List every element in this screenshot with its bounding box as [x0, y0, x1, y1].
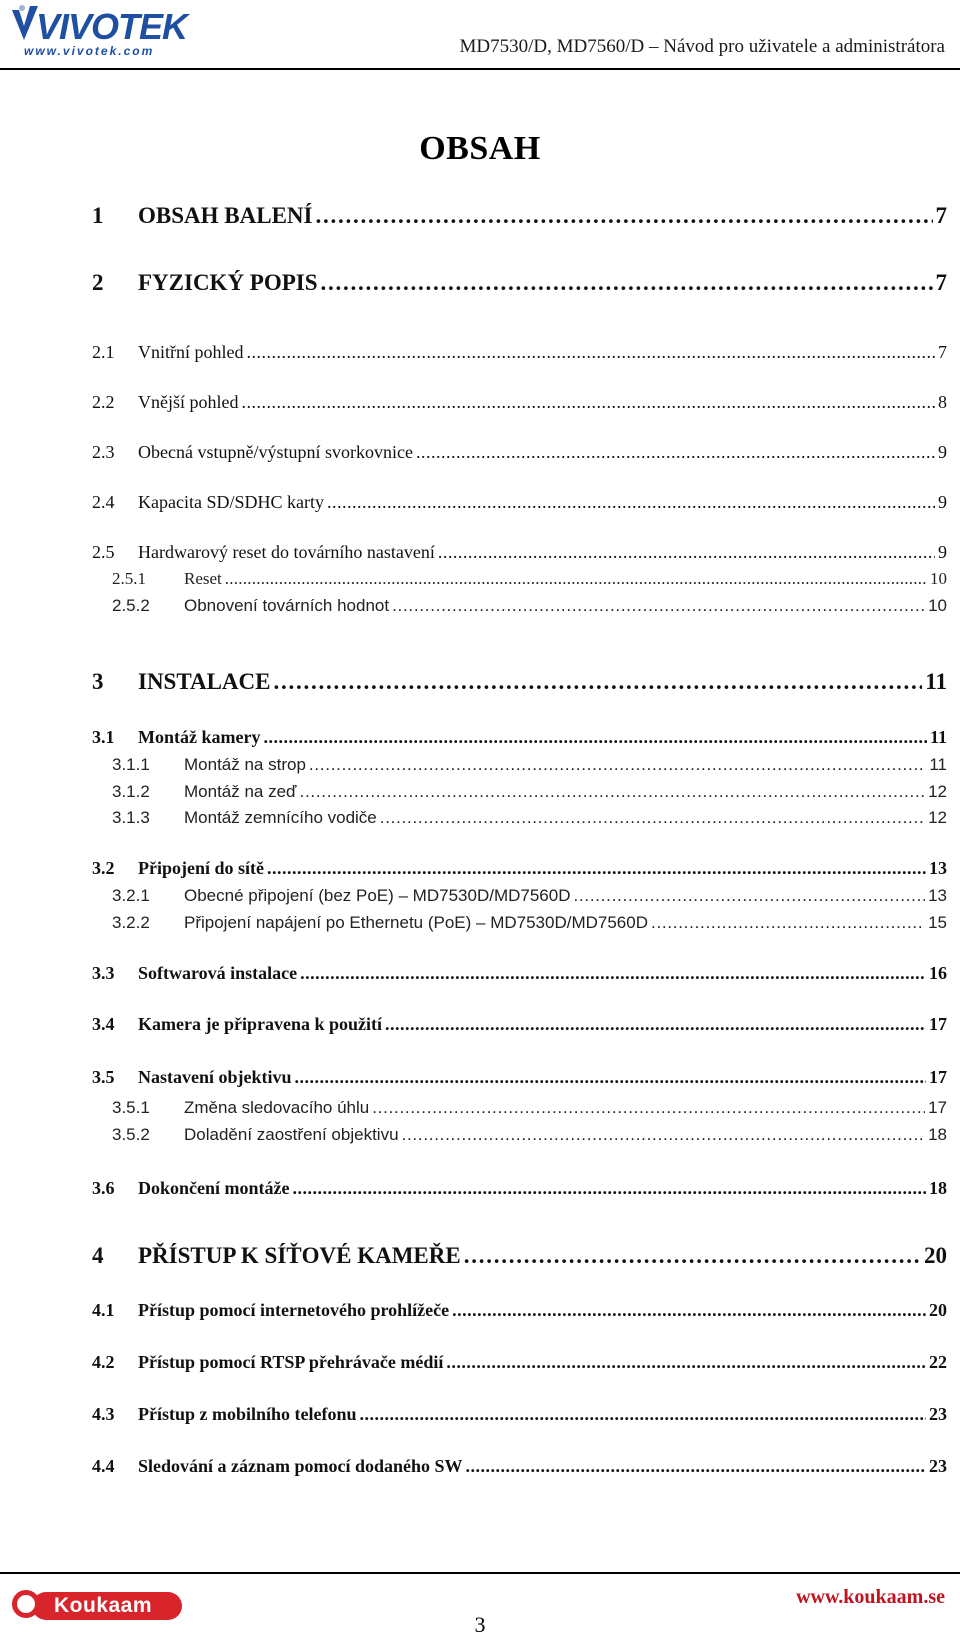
toc-number: 3.1.3 — [112, 808, 150, 827]
toc-number: 3.4 — [92, 1014, 115, 1034]
toc-number: 2.4 — [92, 492, 115, 512]
dot-leader — [380, 808, 925, 828]
toc-title: Hardwarový reset do továrního nastavení — [138, 542, 435, 562]
toc-title: Přístup pomocí internetového prohlížeče — [138, 1300, 450, 1320]
toc-title: INSTALACE — [138, 669, 271, 694]
toc-title: Vnitřní pohled — [138, 342, 244, 362]
toc-title: Připojení napájení po Ethernetu (PoE) – MD7530D/MD7560D — [184, 913, 648, 932]
toc-entry[interactable] — [92, 1098, 947, 1118]
toc-title: Vnější pohled — [138, 392, 239, 412]
dot-leader — [263, 727, 927, 748]
toc-entry[interactable] — [92, 755, 947, 775]
toc-title: Změna sledovacího úhlu — [184, 1098, 370, 1117]
dot-leader — [300, 963, 926, 984]
footer-divider — [0, 1572, 960, 1574]
toc-number: 3.2.2 — [112, 913, 150, 932]
toc-title: Přístup pomocí RTSP přehrávače médií — [138, 1352, 444, 1372]
toc-page: 7 — [935, 203, 947, 228]
toc-page: 12 — [928, 782, 947, 801]
toc-entry[interactable] — [92, 342, 947, 363]
dot-leader — [327, 492, 935, 513]
dot-leader — [300, 782, 926, 802]
dot-leader — [321, 270, 933, 296]
toc-page: 17 — [929, 1014, 947, 1034]
toc-title: Doladění zaostření objektivu — [184, 1125, 399, 1144]
toc-page: 11 — [929, 727, 947, 747]
dot-leader — [360, 1404, 926, 1425]
toc-entry[interactable] — [92, 442, 947, 463]
toc-number: 4.1 — [92, 1300, 115, 1320]
toc-number: 3.1.2 — [112, 782, 150, 801]
toc-number: 1 — [92, 203, 104, 228]
toc-number: 4.2 — [92, 1352, 115, 1372]
toc-page: 9 — [938, 492, 947, 512]
vivotek-logo — [10, 4, 188, 62]
toc-page: 17 — [928, 1098, 947, 1117]
toc-entry[interactable] — [92, 1125, 947, 1145]
dot-leader — [446, 1352, 926, 1373]
toc-number: 3.5.1 — [112, 1098, 150, 1117]
toc-entry[interactable] — [92, 270, 947, 296]
toc-number: 2.2 — [92, 392, 115, 412]
page-title: OBSAH — [419, 130, 541, 167]
logo-wordmark: Koukaam — [54, 1594, 153, 1617]
toc-page: 10 — [930, 569, 947, 588]
toc-number: 4.3 — [92, 1404, 115, 1424]
toc-page: 18 — [929, 1178, 947, 1198]
toc-entry[interactable] — [92, 1243, 947, 1269]
dot-leader — [267, 858, 926, 879]
dot-leader — [242, 392, 936, 413]
toc-entry[interactable] — [92, 542, 947, 563]
toc-entry[interactable] — [92, 1014, 947, 1035]
toc-title: Obecná vstupně/výstupní svorkovnice — [138, 442, 413, 462]
toc-entry[interactable] — [92, 492, 947, 513]
toc-entry[interactable] — [92, 886, 947, 906]
toc-entry[interactable] — [92, 1178, 947, 1199]
dot-leader — [309, 755, 926, 775]
toc-page: 12 — [928, 808, 947, 827]
toc-page: 22 — [929, 1352, 947, 1372]
toc-title: Obnovení továrních hodnot — [184, 596, 390, 615]
toc-number: 3.1.1 — [112, 755, 150, 774]
dot-leader — [464, 1243, 921, 1269]
toc-page: 11 — [925, 669, 947, 694]
toc-entry[interactable] — [92, 858, 947, 879]
toc-page: 16 — [929, 963, 947, 983]
toc-number: 3 — [92, 669, 104, 694]
page-header — [0, 0, 960, 70]
toc-entry[interactable] — [92, 727, 947, 748]
toc-title: PŘÍSTUP K SÍŤOVÉ KAMEŘE — [138, 1243, 461, 1268]
toc-number: 2.1 — [92, 342, 115, 362]
dot-leader — [402, 1125, 926, 1145]
dot-leader — [295, 1067, 926, 1088]
toc-number: 3.5.2 — [112, 1125, 150, 1144]
toc-number: 2.5.2 — [112, 596, 150, 615]
toc-entry[interactable] — [92, 1352, 947, 1373]
toc-page: 11 — [929, 755, 947, 774]
dot-leader — [392, 596, 925, 616]
toc-title: Kapacita SD/SDHC karty — [138, 492, 324, 512]
dot-leader — [651, 913, 925, 933]
header-divider — [0, 68, 960, 70]
toc-number: 3.6 — [92, 1178, 115, 1198]
toc-number: 3.3 — [92, 963, 115, 983]
dot-leader — [466, 1456, 926, 1477]
dot-leader — [573, 886, 925, 906]
toc-title: Montáž zemnícího vodiče — [184, 808, 377, 827]
toc-entry[interactable] — [92, 963, 947, 984]
toc-number: 2.5.1 — [112, 569, 146, 588]
toc-page: 23 — [929, 1456, 947, 1476]
toc-page: 13 — [928, 886, 947, 905]
toc-title: Montáž kamery — [138, 727, 261, 747]
toc-page: 8 — [938, 392, 947, 412]
dot-leader — [372, 1098, 925, 1118]
toc-page: 7 — [935, 270, 947, 295]
dot-leader — [416, 442, 935, 463]
toc-title: Připojení do sítě — [138, 858, 264, 878]
toc-page: 20 — [929, 1300, 947, 1320]
toc-page: 17 — [929, 1067, 947, 1087]
dot-leader — [293, 1178, 927, 1199]
toc-page: 23 — [929, 1404, 947, 1424]
logo-wordmark: VIVOTEK — [36, 6, 188, 47]
toc-entry[interactable] — [92, 1404, 947, 1425]
toc-page: 7 — [938, 342, 947, 362]
toc-title: Nastavení objektivu — [138, 1067, 292, 1087]
toc-page: 20 — [924, 1243, 947, 1268]
toc-entry[interactable] — [92, 596, 947, 616]
toc-title: FYZICKÝ POPIS — [138, 270, 318, 295]
toc-number: 4.4 — [92, 1456, 115, 1476]
dot-leader — [225, 569, 927, 589]
dot-leader — [452, 1300, 926, 1321]
toc-number: 3.1 — [92, 727, 115, 747]
toc-title: Kamera je připravena k použití — [138, 1014, 382, 1034]
dot-leader — [438, 542, 935, 563]
document-title: MD7530/D, MD7560/D – Návod pro uživatele a administrátora — [459, 36, 945, 57]
toc-number: 2.5 — [92, 542, 115, 562]
toc-number: 2.3 — [92, 442, 115, 462]
page-number: 3 — [474, 1612, 486, 1637]
toc-page: 9 — [938, 442, 947, 462]
toc-number: 2 — [92, 270, 104, 295]
footer-url[interactable]: www.koukaam.se — [796, 1586, 945, 1608]
toc-title: Montáž na strop — [184, 755, 306, 774]
toc-title: Sledování a záznam pomocí dodaného SW — [138, 1456, 463, 1476]
toc-entry[interactable] — [92, 808, 947, 828]
toc-page: 10 — [928, 596, 947, 615]
toc-entry[interactable] — [92, 913, 947, 933]
dot-leader — [274, 669, 923, 695]
toc-title: OBSAH BALENÍ — [138, 203, 313, 228]
dot-leader — [315, 203, 932, 229]
toc-page: 9 — [938, 542, 947, 562]
toc-title: Dokončení montáže — [138, 1178, 290, 1198]
toc-title: Obecné připojení (bez PoE) – MD7530D/MD7560D — [184, 886, 571, 905]
toc-page: 15 — [928, 913, 947, 932]
logo-url: www.vivotek.com — [24, 44, 155, 58]
toc-page: 18 — [928, 1125, 947, 1144]
toc-title: Reset — [184, 569, 222, 588]
toc-page: 13 — [929, 858, 947, 878]
toc-title: Přístup z mobilního telefonu — [138, 1404, 357, 1424]
toc-title: Montáž na zeď — [184, 782, 297, 801]
toc-number: 3.2.1 — [112, 886, 150, 905]
toc-number: 3.2 — [92, 858, 115, 878]
toc-entry[interactable] — [92, 782, 947, 802]
dot-leader — [247, 342, 936, 363]
dot-leader — [385, 1014, 926, 1035]
toc-entry[interactable] — [92, 669, 947, 695]
toc-title: Softwarová instalace — [138, 963, 298, 983]
toc-number: 4 — [92, 1243, 104, 1268]
toc-number: 3.5 — [92, 1067, 115, 1087]
toc-entry[interactable] — [92, 1300, 947, 1321]
toc-entry[interactable] — [92, 569, 947, 589]
toc-entry[interactable] — [92, 203, 947, 229]
toc-entry[interactable] — [92, 1456, 947, 1477]
toc-entry[interactable] — [92, 1067, 947, 1088]
toc-entry[interactable] — [92, 392, 947, 413]
